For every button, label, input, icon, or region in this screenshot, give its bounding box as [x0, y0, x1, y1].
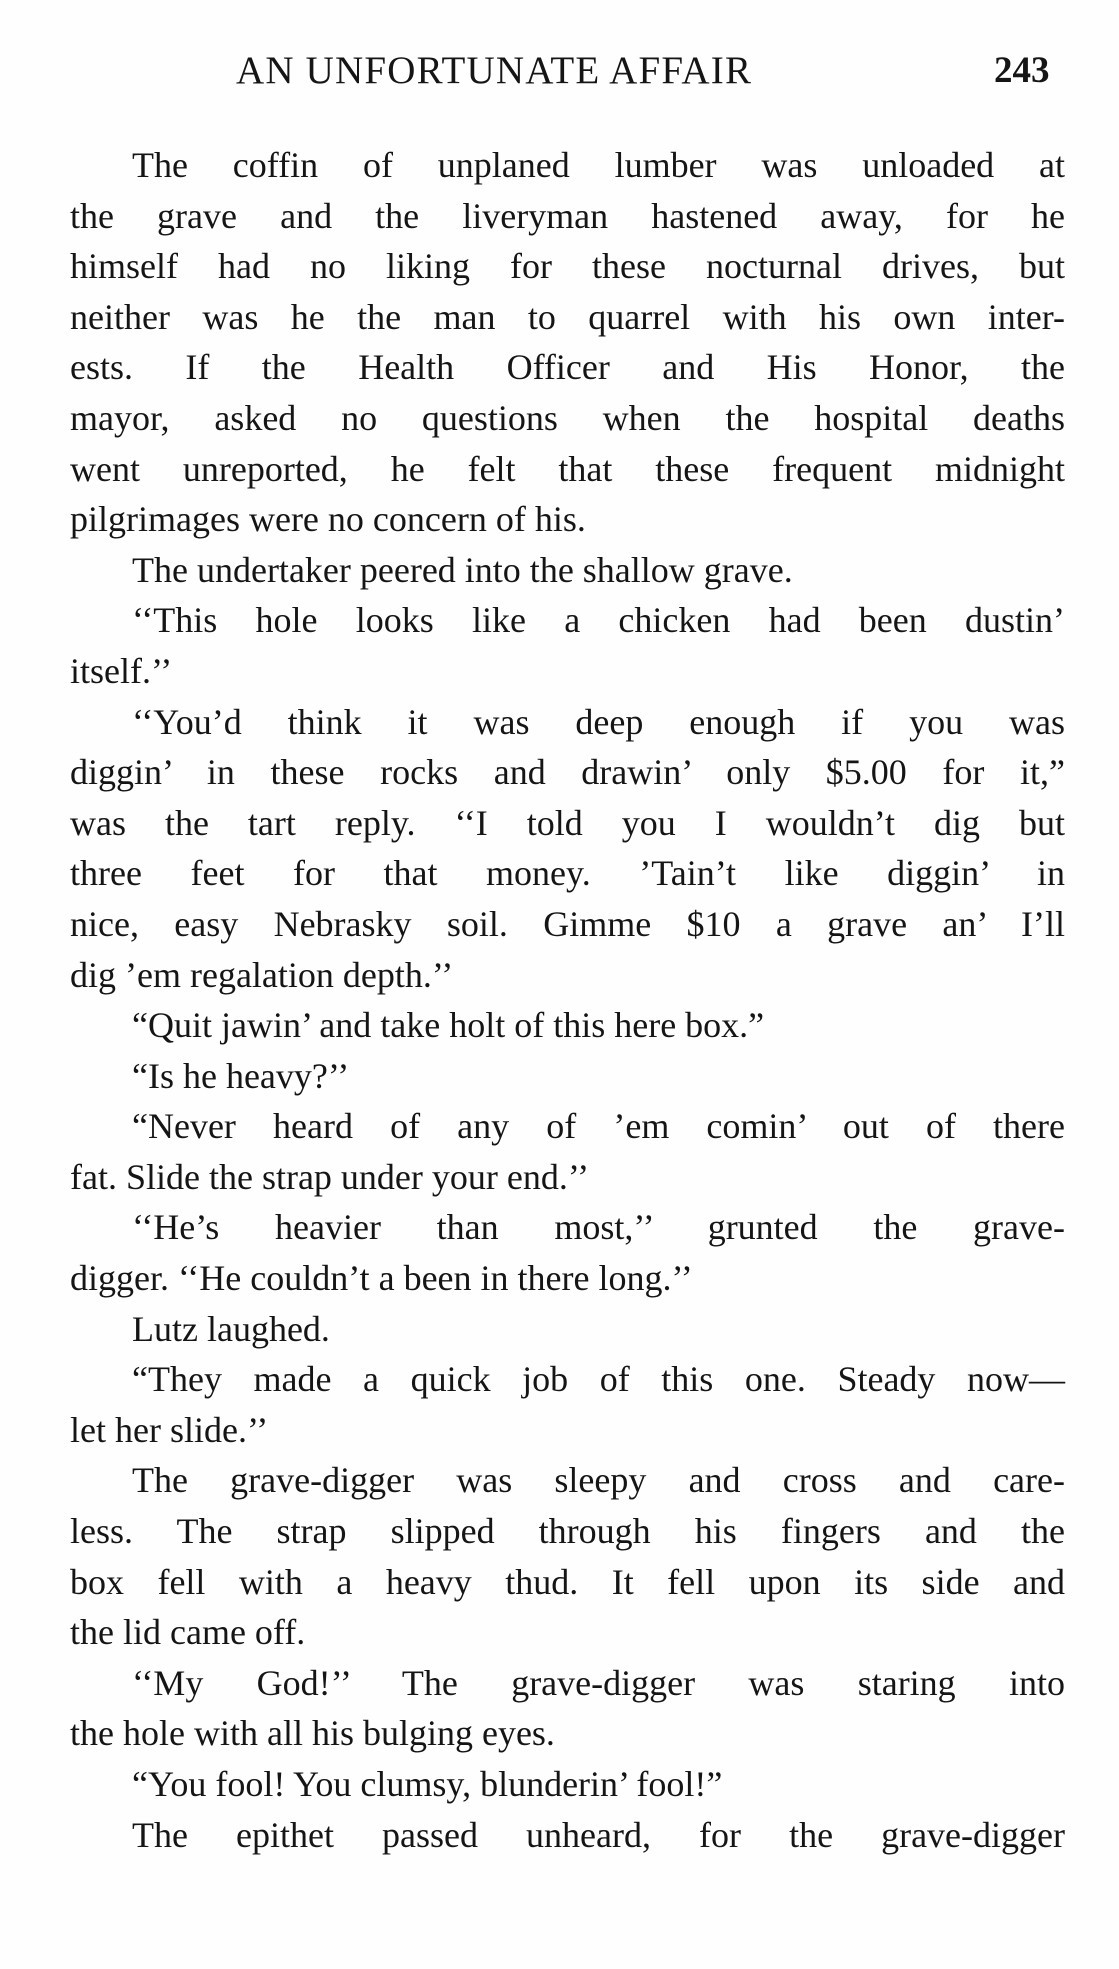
- running-head: [0, 46, 1119, 96]
- text-line: “Quit jawin’ and take holt of this here box.”: [132, 1005, 765, 1046]
- text-line: ‘‘You’d think it was deep enough if you was: [132, 701, 1065, 742]
- text-line: ‘‘This hole looks like a chicken had been dustin’: [132, 600, 1065, 641]
- text-line: The epithet passed unheard, for the grave-digger: [132, 1814, 1065, 1855]
- text-line: less. The strap slipped through his fingers and the: [70, 1511, 1065, 1552]
- body-text: [70, 140, 1065, 1860]
- text-line: ests. If the Health Officer and His Honor, the: [70, 347, 1065, 388]
- text-line: dig ’em regalation depth.’’: [70, 954, 454, 995]
- text-line: was the tart reply. ‘‘I told you I wouldn’t dig but: [70, 802, 1065, 843]
- text-line: the grave and the liveryman hastened away, for he: [70, 195, 1065, 236]
- text-line: “They made a quick job of this one. Steady now—: [132, 1359, 1065, 1400]
- text-line: digger. ‘‘He couldn’t a been in there long.’’: [70, 1258, 693, 1299]
- text-line: pilgrimages were no concern of his.: [70, 499, 586, 540]
- page-number: 243: [994, 50, 1050, 91]
- text-line: “You fool! You clumsy, blunderin’ fool!”: [132, 1764, 723, 1804]
- text-line: The grave-digger was sleepy and cross and care-: [132, 1460, 1065, 1501]
- text-line: Lutz laughed.: [132, 1308, 330, 1349]
- chapter-title: AN UNFORTUNATE AFFAIR: [236, 49, 753, 92]
- text-line: diggin’ in these rocks and drawin’ only $5.00 for it,”: [70, 752, 1065, 793]
- text-line: “Never heard of any of ’em comin’ out of there: [132, 1106, 1065, 1147]
- text-line: The undertaker peered into the shallow grave.: [132, 549, 793, 590]
- text-line: neither was he the man to quarrel with his own inter-: [70, 296, 1065, 337]
- text-line: mayor, asked no questions when the hospital deaths: [70, 397, 1065, 438]
- text-line: the hole with all his bulging eyes.: [70, 1713, 555, 1754]
- text-line: box fell with a heavy thud. It fell upon its side and: [70, 1561, 1065, 1602]
- text-line: ‘‘He’s heavier than most,’’ grunted the grave-: [132, 1207, 1065, 1248]
- text-line: nice, easy Nebrasky soil. Gimme $10 a grave an’ I’ll: [70, 903, 1065, 944]
- text-line: “Is he heavy?’’: [132, 1055, 350, 1096]
- text-line: himself had no liking for these nocturnal drives, but: [70, 246, 1065, 287]
- text-line: the lid came off.: [70, 1612, 306, 1653]
- text-line: The coffin of unplaned lumber was unloaded at: [132, 145, 1065, 185]
- text-line: let her slide.’’: [70, 1409, 269, 1450]
- text-line: itself.’’: [70, 650, 173, 691]
- text-line: ‘‘My God!’’ The grave-digger was staring into: [132, 1662, 1065, 1703]
- text-line: three feet for that money. ’Tain’t like diggin’ in: [70, 853, 1065, 894]
- text-line: went unreported, he felt that these frequent midnight: [70, 448, 1065, 489]
- text-line: fat. Slide the strap under your end.’’: [70, 1156, 590, 1197]
